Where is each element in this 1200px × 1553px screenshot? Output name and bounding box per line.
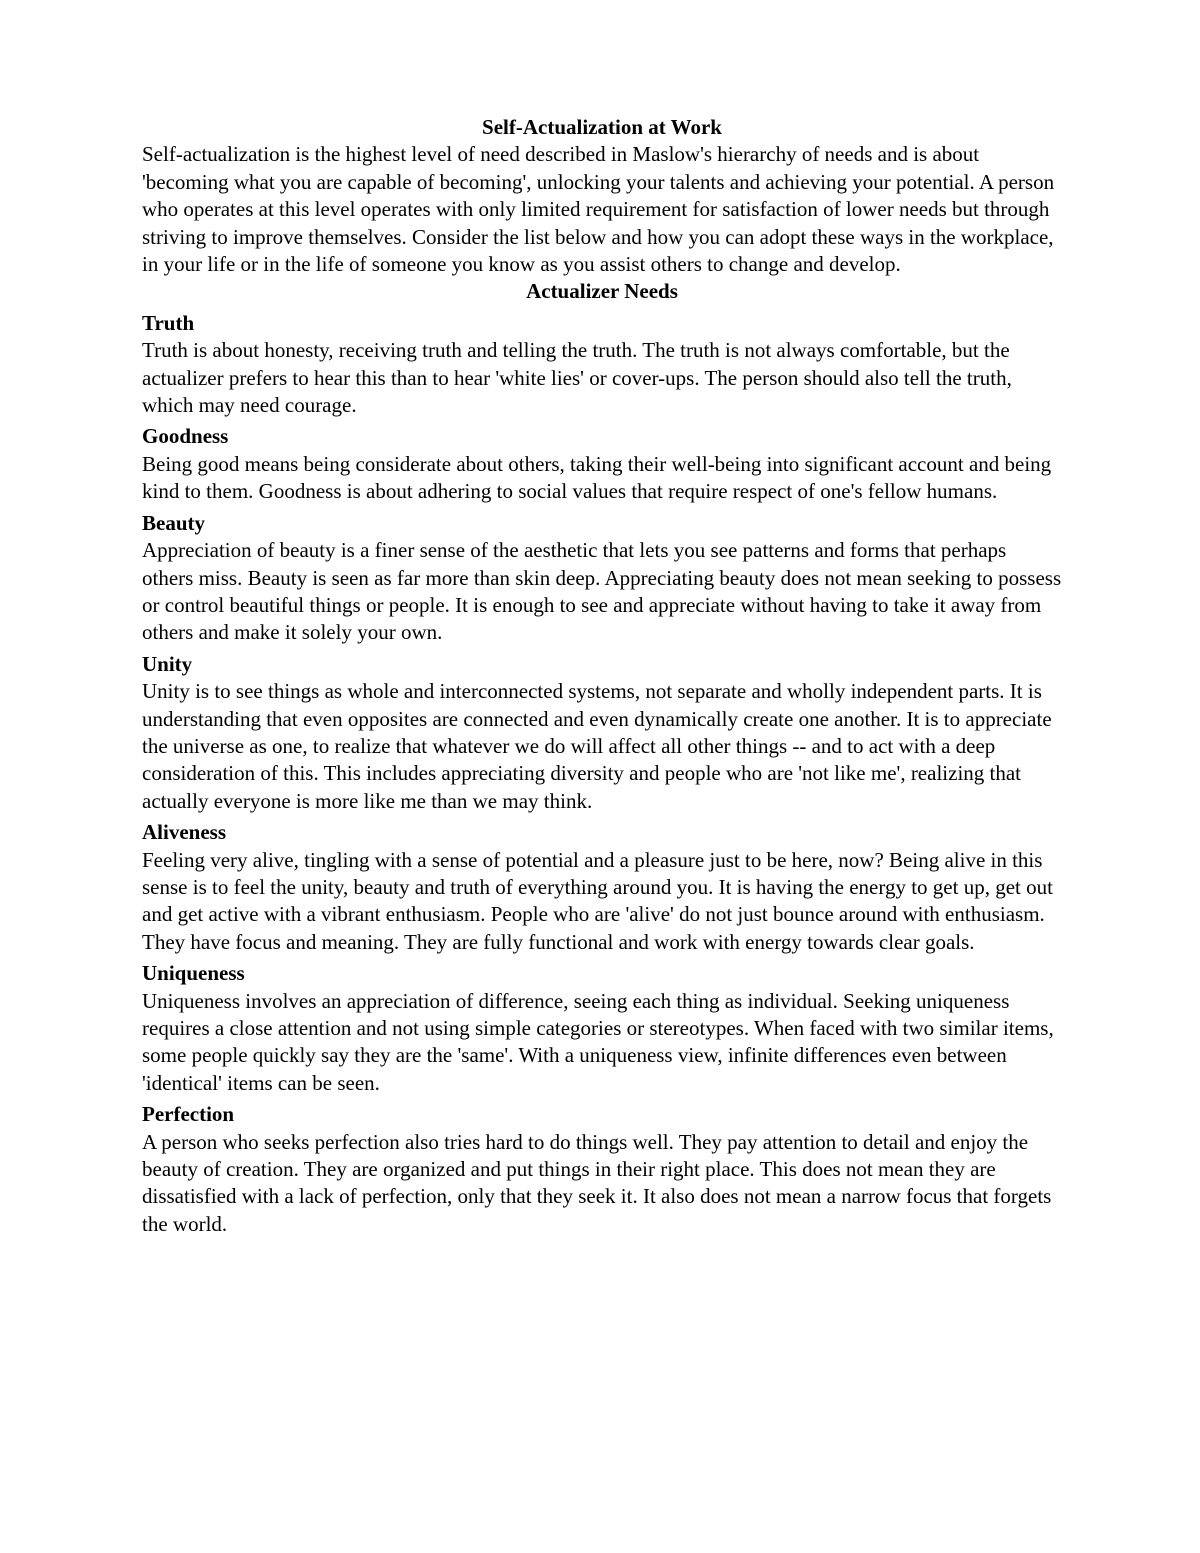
heading-unity: Unity <box>142 651 193 676</box>
body-uniqueness: Uniqueness involves an appreciation of difference, seeing each thing as individual. Seeking uniqueness requires a close attention and not using simple categories or stereotypes. When faced with two similar items, some people quickly say they are the 'same'. With a uniqueness view, infinite differences even between 'identical' items can be seen. <box>142 988 1054 1095</box>
section-list-title: Actualizer Needs <box>526 279 678 304</box>
heading-aliveness: Aliveness <box>142 820 226 845</box>
heading-beauty: Beauty <box>142 510 205 535</box>
body-truth: Truth is about honesty, receiving truth and telling the truth. The truth is not always comfortable, but the actualizer prefers to hear this than to hear 'white lies' or cover-ups. The person should also tell the truth, which may need courage. <box>142 338 1012 418</box>
body-beauty: Appreciation of beauty is a finer sense of the aesthetic that lets you see patterns and forms that perhaps others miss. Beauty is seen as far more than skin deep. Appreciating beauty does not mean seeking to possess or control beautiful things or people. It is enough to see and appreciate without having to take it away from others and make it solely your own. <box>142 538 1062 645</box>
body-goodness: Being good means being considerate about others, taking their well-being into significant account and being kind to them. Goodness is about adhering to social values that require respect of one's fellow humans. <box>142 451 1052 504</box>
heading-truth: Truth <box>142 310 195 335</box>
document-page <box>142 114 1062 1238</box>
body-unity: Unity is to see things as whole and interconnected systems, not separate and wholly independent parts. It is understanding that even opposites are connected and even dynamically create one another. It is to appreciate the universe as one, to realize that whatever we do will affect all other things -- and to act with a deep consideration of this. This includes appreciating diversity and people who are 'not like me', realizing that actually everyone is more like me than we may think. <box>142 679 1052 813</box>
heading-perfection: Perfection <box>142 1102 235 1127</box>
heading-goodness: Goodness <box>142 424 229 449</box>
body-perfection: A person who seeks perfection also tries hard to do things well. They pay attention to detail and enjoy the beauty of creation. They are organized and put things in their right place. This does not mean they are dissatisfied with a lack of perfection, only that they seek it. It also does not mean a narrow focus that forgets the world. <box>142 1129 1052 1236</box>
document-title: Self-Actualization at Work <box>482 115 722 139</box>
body-aliveness: Feeling very alive, tingling with a sense of potential and a pleasure just to be here, now? Being alive in this sense is to feel the unity, beauty and truth of everything around you. It is having the energy to get up, get out and get active with a vibrant enthusiasm. People who are 'alive' do not just bounce around with enthusiasm. They have focus and meaning. They are fully functional and work with energy towards clear goals. <box>142 847 1053 954</box>
intro-paragraph: Self-actualization is the highest level of need described in Maslow's hierarchy of needs and is about 'becoming what you are capable of becoming', unlocking your talents and achieving your potential. A person who operates at this level operates with only limited requirement for satisfaction of lower needs but through striving to improve themselves. Consider the list below and how you can adopt these ways in the workplace, in your life or in the life of someone you know as you assist others to change and develop. <box>142 142 1055 277</box>
heading-uniqueness: Uniqueness <box>142 961 245 986</box>
